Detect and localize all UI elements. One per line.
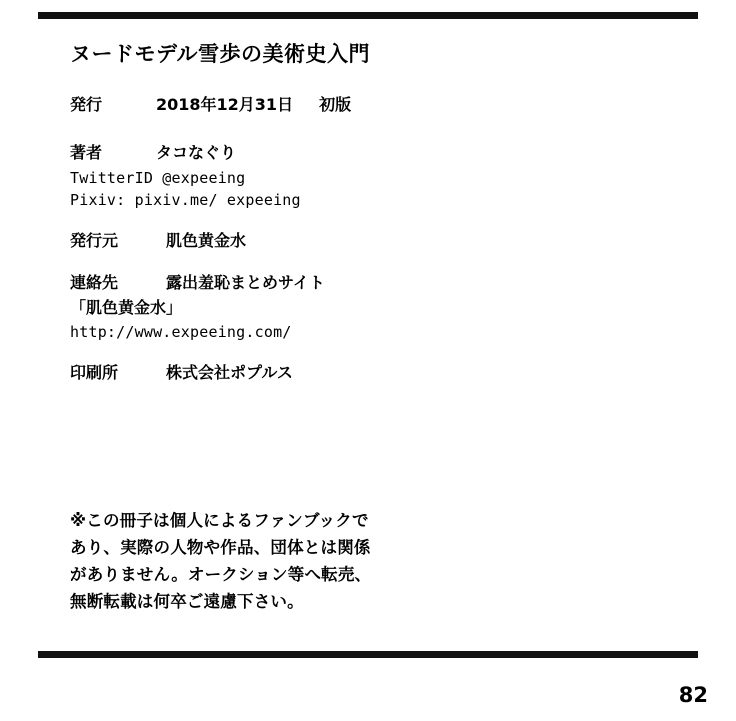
printer-name: 株式会社ポプルス	[166, 362, 293, 382]
printer-block	[70, 361, 676, 386]
notice-line: ※この冊子は個人によるファンブックで	[70, 511, 369, 530]
publication-label: 発行	[70, 95, 103, 115]
publisher-name: 肌色黄金水	[166, 230, 247, 250]
author-block	[70, 141, 676, 212]
publisher-row	[70, 229, 676, 254]
notice-line: がありません。オークション等へ転売、	[70, 564, 372, 584]
top-divider-rule	[38, 12, 698, 19]
printer-label: 印刷所	[70, 362, 119, 382]
author-pixiv: Pixiv: pixiv.me/ expeeing	[70, 191, 301, 210]
page-title: ヌードモデル雪歩の美術史入門	[70, 42, 370, 66]
contact-block	[70, 271, 676, 344]
contact-label: 連絡先	[70, 272, 119, 292]
contact-row	[70, 271, 676, 296]
colophon-content	[70, 42, 676, 402]
page-number: 82	[678, 683, 708, 707]
publisher-block	[70, 229, 676, 254]
author-label: 著者	[70, 142, 103, 162]
notice-line: 無断転載は何卒ご遠慮下さい。	[70, 591, 304, 611]
publisher-label: 発行元	[70, 230, 119, 250]
contact-site: 露出羞恥まとめサイト	[166, 272, 325, 292]
publication-block	[70, 93, 676, 118]
publication-date: 2018年12月31日	[156, 95, 294, 115]
bottom-divider-rule	[38, 651, 698, 658]
author-twitter: TwitterID @expeeing	[70, 168, 246, 187]
publication-edition: 初版	[319, 95, 352, 115]
author-name: タコなぐり	[156, 142, 237, 162]
publication-row	[70, 93, 676, 118]
author-row	[70, 141, 676, 166]
legal-notice	[70, 508, 490, 616]
contact-url[interactable]: http://www.expeeing.com/	[70, 323, 292, 342]
notice-line: あり、実際の人物や作品、団体とは関係	[70, 537, 371, 557]
printer-row	[70, 361, 676, 386]
contact-site-name: 「肌色黄金水」	[70, 298, 183, 318]
